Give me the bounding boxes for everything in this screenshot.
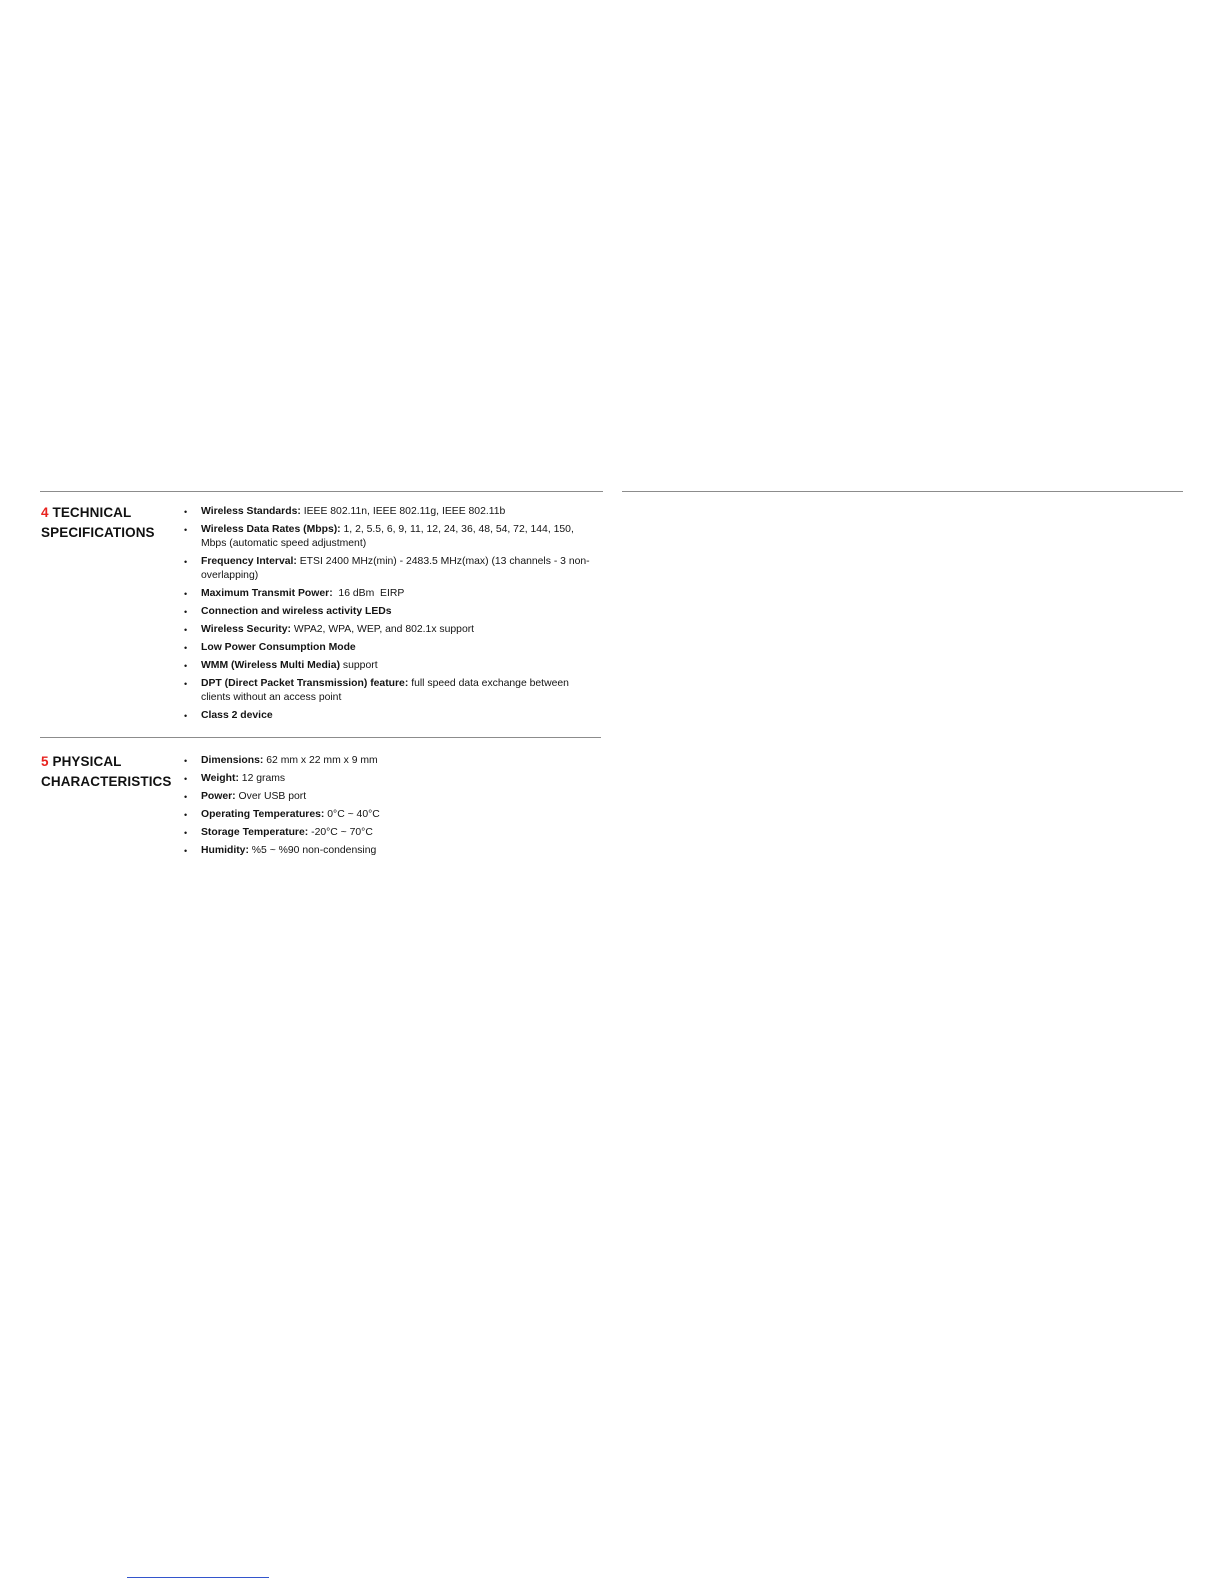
list-item: • DPT (Direct Packet Transmission) feature: full speed data exchange between clients without an access point [184, 678, 569, 703]
list-item: • Class 2 device [184, 710, 273, 721]
bullet-icon: • [184, 625, 188, 635]
list-item: • Wireless Standards: IEEE 802.11n, IEEE 802.11g, IEEE 802.11b [184, 506, 506, 517]
list-item: • Storage Temperature: -20°C ~ 70°C [184, 827, 373, 838]
list-item: • Frequency Interval: ETSI 2400 MHz(min) - 2483.5 MHz(max) (13 channels - 3 non-overlapping) [184, 556, 590, 581]
bullet-icon: • [184, 756, 188, 766]
characteristics-list [184, 754, 594, 862]
list-item: • Connection and wireless activity LEDs [184, 606, 392, 617]
top-rule-right [622, 491, 1183, 492]
section-physical-characteristics [41, 752, 601, 872]
section-technical-specifications [41, 503, 601, 733]
section-divider [40, 737, 601, 738]
section-heading [41, 752, 186, 792]
bullet-icon: • [184, 661, 188, 671]
list-item: • Wireless Security: WPA2, WPA, WEP, and 802.1x support [184, 624, 475, 635]
bullet-icon: • [184, 643, 188, 653]
bullet-icon: • [184, 810, 188, 820]
spec-list [184, 505, 594, 727]
list-item: • Operating Temperatures: 0°C ~ 40°C [184, 809, 380, 820]
section-heading [41, 503, 186, 543]
bullet-icon: • [184, 589, 188, 599]
list-item: • Low Power Consumption Mode [184, 642, 356, 653]
bullet-icon: • [184, 846, 188, 856]
bullet-icon: • [184, 525, 188, 535]
list-item: • Power: Over USB port [184, 791, 307, 802]
list-item: • Wireless Data Rates (Mbps): 1, 2, 5.5, 6, 9, 11, 12, 24, 36, 48, 54, 72, 144, 150, Mbps (automatic speed adjustment) [184, 524, 574, 549]
section-number: 5 [41, 754, 49, 769]
list-item: • Weight: 12 grams [184, 773, 286, 784]
top-rule-left [40, 491, 603, 492]
list-item: • Maximum Transmit Power: 16 dBm EIRP [184, 588, 405, 599]
section-title-line2: SPECIFICATIONS [41, 525, 155, 540]
section-title-line2: CHARACTERISTICS [41, 774, 172, 789]
section-title-line1: PHYSICAL [52, 754, 122, 769]
bullet-icon: • [184, 792, 188, 802]
bullet-icon: • [184, 557, 188, 567]
bullet-icon: • [184, 828, 188, 838]
list-item: • Humidity: %5 ~ %90 non-condensing [184, 845, 377, 856]
footer-link-underline [127, 1577, 269, 1578]
bullet-icon: • [184, 711, 188, 721]
list-item: • WMM (Wireless Multi Media) support [184, 660, 378, 671]
bullet-icon: • [184, 774, 188, 784]
section-title-line1: TECHNICAL [52, 505, 132, 520]
bullet-icon: • [184, 507, 188, 517]
section-number: 4 [41, 505, 49, 520]
list-item: • Dimensions: 62 mm x 22 mm x 9 mm [184, 755, 378, 766]
bullet-icon: • [184, 679, 188, 689]
bullet-icon: • [184, 607, 188, 617]
